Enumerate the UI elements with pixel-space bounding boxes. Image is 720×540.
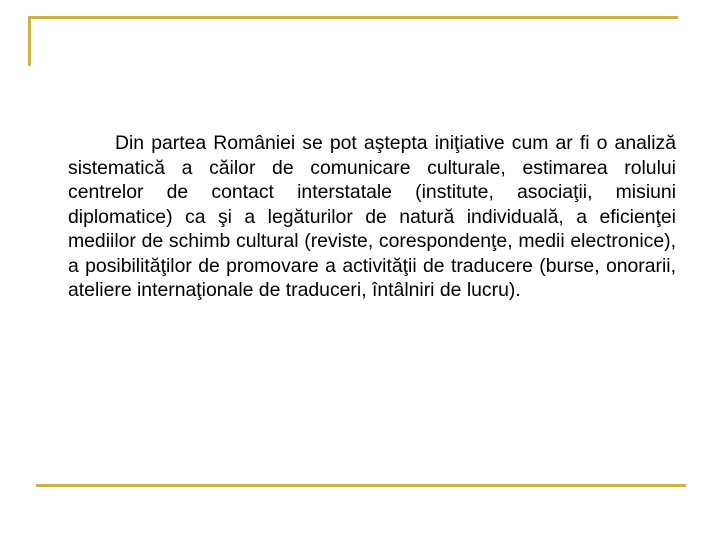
slide-body-text: Din partea României se pot aştepta iniţiative cum ar fi o analiză sistematică a căilor de comunicare culturale, estimarea rolului centrelor de contact interstatale (institute, asociaţii, misiuni diplomatice) ca şi a legăturilor de natură individuală, a eficienţei mediilor de schimb cultural (reviste, corespondenţe, medii electronice), a posibilităţilor de promovare a activităţii de traducere (burse, onorarii, ateliere internaţionale de traduceri, întâlniri de lucru).: [68, 132, 676, 301]
bottom-border-line: [36, 484, 686, 487]
top-border-line: [28, 16, 678, 19]
left-border-line: [28, 16, 31, 66]
